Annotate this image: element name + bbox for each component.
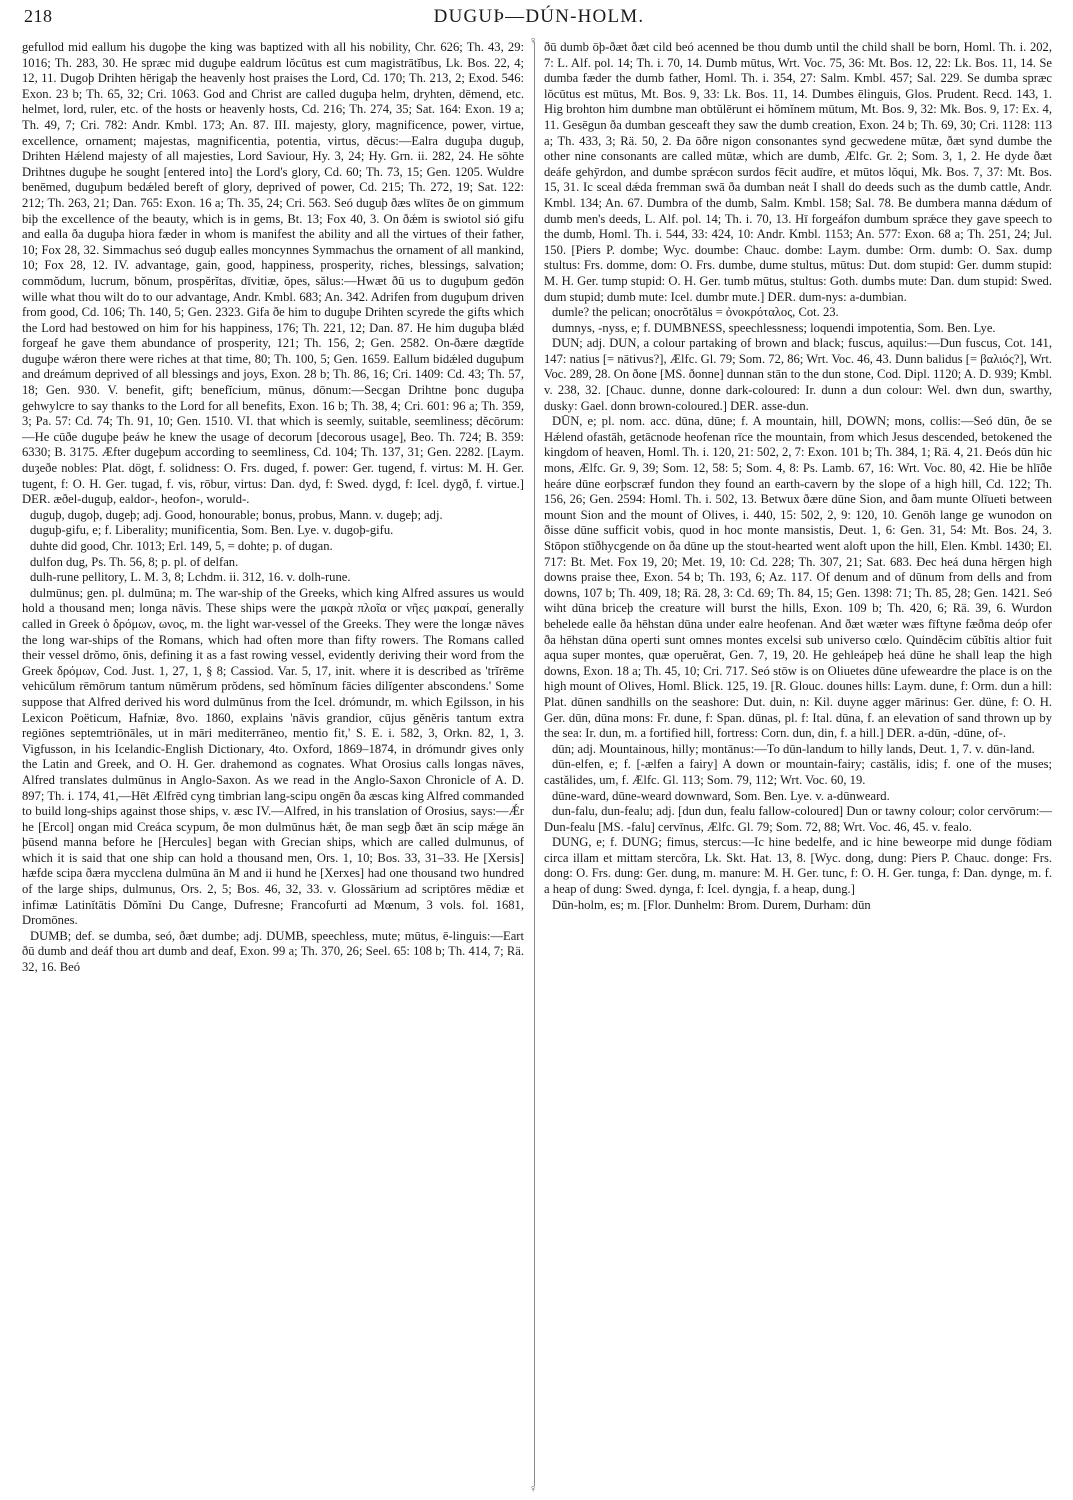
column-divider: [534, 42, 535, 1486]
entry-dugud-adj: duguþ, dugoþ, dugeþ; adj. Good, honourable; bonus, probus, Mann. v. dugeþ; adj.: [30, 507, 443, 522]
left-column: [22, 40, 524, 1492]
entry-dun-holm: Dūn-holm, es; m. [Flor. Dunhelm: Brom. Durem, Durham: dūn: [552, 897, 871, 912]
entry-dulfon: dulfon dug, Ps. Th. 56, 8; p. pl. of delfan.: [30, 554, 239, 569]
entry-dun-adj: DUN; adj. DUN, a colour partaking of brown and black; fuscus, aquilus:—Dun fuscus, Cot. 141, 147: natius [= nātivus?], Ælfc. Gl. 79; Som. 72, 86; Wrt. Voc. 46, 43. Dunn balidus [= βαλιός?], Wrt. Voc. 289, 28. On ðone [MS. ðonne] dunnan stān to the dun stone, Cod. Dipl. 1120; A. D. 939; Kmbl. v. 238, 32. [Chauc. dunne, donne dark-coloured: Ir. dunn a dun colour: Wel. dwn dun, swarthy, dusky: Gael. donn brown-coloured.] DER. asse-dun.: [544, 336, 1052, 413]
running-head: DUGUÞ—DÚN-HOLM.: [433, 6, 645, 27]
entry-dumb-cont: ðū dumb ōþ-ðæt ðæt cild beó acenned be thou dumb until the child shall be born, Homl. Th. i. 202, 7: L. Alf. pol. 14; Th. i. 70, 14. Dumb mūtus, Wrt. Voc. 75, 36: Mt. Bos. 12, 22: Lk. Bos. 11, 14. Se dumba fæder the dumb father, Homl. Th. i. 354, 27: Salm. Kmbl. 457; Sal. 229. Se dumba spræc lŏcūtus est mūtus, Mt. Bos. 9, 33: Lk. Bos. 11, 14. Dumbes ēlinguis, Glos. Prudent. Recd. 143, 1. Hig brohton him dumbne man obtŭlērunt ei hŏmĭnem mūtum, Mt. Bos. 9, 32: Mk. Bos. 9, 17: Ex. 4, 11. Gesēgun ða dumban gesceaft they saw the dumb creation, Exon. 24 b; Th. 69, 30; Cri. 1128: 113 a; Th. 433, 3; Rä. 50, 2. Ða ōðre nigon consonantes synd gecwedene mūtæ, ðæt synd dumbe the other nine consonants are called mūtæ, which are dumb, Ælfc. Gr. 2; Som. 3, 1, 2. He dyde ðæt deáfe gehȳrdon, and dumbe sprǽcon surdos fēcit audīre, et mūtos lŏqui, Mk. Bos. 7, 37: Mt. Bos. 15, 31. Ic sceal dǽda fremman swā ða dumban neát I shall do deeds such as the dumb cattle, Andr. Kmbl. 134; An. 67. Dumbra of the dumb, Salm. Kmbl. 158; Sal. 78. Be dumbera manna dǽdum of dumb men's deeds, L. Alf. pol. 14; Th. i. 70, 13. Hī forgeáfon dumbum sprǽce they gave speech to the dumb, Homl. Th. i. 544, 33: 424, 10: Andr. Kmbl. 1153; An. 577: Exon. 68 a; Th. 251, 24; Jul. 150. [Piers P. dombe; Wyc. doumbe: Chauc. dombe: Laym. dumbe: Orm. dumb: O. Sax. dump stultus: Frs. domme, dom: O. Frs. dumbe, dume stultus, mūtus: Dut. dom stupid: Ger. dumm stupid: M. H. Ger. tump stupid: O. H. Ger. tumb mūtus, stultus: Goth. dumbs mute: Dan. dum stupid: Swed. dum stupid; dumb mute: Icel. dumbr mute.] DER. dum-nys: a-dumbian.: [544, 40, 1052, 304]
right-column: [544, 40, 1052, 1492]
entry-dune-ward: dūne-ward, dūne-weard downward, Som. Ben. Lye. v. a-dūnweard.: [552, 788, 890, 803]
entry-dumnys: dumnys, -nyss, e; f. DUMBNESS, speechlessness; loquendi impotentia, Som. Ben. Lye.: [552, 320, 996, 335]
divider-ornament-top: ♀: [529, 35, 538, 47]
entry-dulh-rune: dulh-rune pellitory, L. M. 3, 8; Lchdm. ii. 312, 16. v. dolh-rune.: [30, 570, 351, 585]
entry-dumle: dumle? the pelican; onocrŏtālus = ὀνοκρόταλος, Cot. 23.: [552, 305, 839, 320]
entry-dulmunus: dulmūnus; gen. pl. dulmūna; m. The war-ship of the Greeks, which king Alfred assures us would hold a thousand men; longa nāvis. These ships were the μακρὰ πλοῖα or νῆες μακραί, generally called in Greek ὁ δρόμων, ωνος, m. the light war-vessel of the Greeks. They were the longæ nāves the long war-ships of the Romans, which had often more than fifty rowers. The Romans called their vessel drŏmo, ōnis, defining it as a fast rowing vessel, evidently deriving their word from the Greek δρόμων, Cod. Just. 1, 27, 1, § 8; Cassiod. Var. 5, 17, init. where it is described as 'trĭrēme vehicŭlum rēmōrum tantum nūmĕrum prŏdens, sed hŏmĭnum fācies dilĭgenter abscondens.' Some suppose that Alfred derived his word dulmūnus from the Icel. drómundr, m. which Egilsson, in his Lexicon Poëticum, Hafniæ, 8vo. 1860, explains 'nāvis grandior, cūjus gĕnĕris tantum extra regiōnes septemtriōnāles, ut in māri mediterrāneo, mentio fit,' S. E. i. 582, 3, Orkn. 82, 1, 3. Vigfusson, in his Icelandic-English Dictionary, 4to. Oxford, 1869–1874, in drómundr gives only the Latin and Greek, and O. H. Ger. drahemond as cognates. What Orosius calls longas nāves, Alfred translates dulmūnus in Anglo-Saxon. As we read in the Anglo-Saxon Chronicle of A. D. 897; Th. i. 174, 41,—Hēt Ælfrēd cyng timbrian lang-scipu ongēn ða æscas king Alfred commanded to build long-ships against those ships, v. æsc IV.—Alfred, in his translation of Orosius, says:—Ǽr he [Ercol] ongan mid Creáca scypum, ðe mon dulmūnus hǽt, ðe man segþ ðæt ān scip mǽge ān þūsend manna before he [Hercules] began with Grecian ships, which are called dulmunus, of which it is said that one ship can hold a thousand men, Ors. 1, 10; Bos. 33, 31–33. He [Xersis] hæfde scipa ðæra mycclena dulmūna ān M and ii hund he [Xerxes] had one thousand two hundred of the large ships, dulmunus, Ors. 2, 5; Bos. 46, 32, 33. v. Glossārium ad scriptōres mēdiæ et infimæ Latinĭtātis Dŏmĭni Du Cange, Dufresne; Francofurti ad Mœnum, 3 vols. fol. 1681, Dromōnes.: [22, 585, 524, 928]
entry-dun-falu: dun-falu, dun-fealu; adj. [dun dun, fealu fallow-coloured] Dun or tawny colour; color cervōrum:—Dun-fealu [MS. -falu] cervīnus, Ælfc. Gl. 79; Som. 72, 88; Wrt. Voc. 46, 45. v. fealo.: [544, 804, 1052, 834]
entry-duhte: duhte did good, Chr. 1013; Erl. 149, 5, = dohte; p. of dugan.: [30, 539, 333, 553]
entry-dun-noun: DŪN, e; pl. nom. acc. dūna, dūne; f. A mountain, hill, DOWN; mons, collis:—Seó dūn, ðe se Hǽlend ofastāh, getācnode heofenan rīce the mountain, from which Jesus descended, betokened the kingdom of heaven, Homl. Th. i. 120, 21: 502, 2, 7: Exon. 101 b; Th. 384, 1; Rä. 4, 21. Ðeós dūn hic mons, Ælfc. Gr. 9, 39; Som. 12, 58: 5; Som. 4, 8: Ps. Lamb. 67, 16: Wrt. Voc. 80, 42. Hie be hlīðe heáre dūne eorþscræf fundon they found an earth-cavern by the slope of a high hill, Cd. 122; Th. 156, 26; Gen. 2594: Homl. Th. i. 502, 13. Betwux ðære dūne Sion, and ðam munte Olīueti between mount Sion and the mount of Olives, i. 440, 15: 502, 2, 9: 120, 10. Genōh lange ge wunodon on ðisse dūne sufficit vobis, quod in hoc monte mansistis, Deut. 1, 6: Gen. 31, 54: Mt. Bos. 24, 3. Stōpon stīðhycgende on ða dūne up the stout-hearted went aloft upon the hill, Elen. Kmbl. 1430; El. 717: Bt. Met. Fox 19, 20; Met. 19, 10: Cd. 228; Th. 307, 21; Sat. 683. Ðec heá duna hērgen high downs praise thee, Exon. 54 b; Th. 193, 6; Az. 117. Of denum and of dūnum from dells and from downs, 107 b; Th. 409, 18; Rä. 28, 3: Cd. 69; Th. 84, 15; Gen. 1398: 71; Th. 85, 28; Gen. 1421. Seó wiht dūna briceþ the creature will burst the hills, Exon. 109 b; Th. 420, 6; Rä. 39, 6. Wurdon behelede ealle ða hēhstan dūna under ealre heofenan. And ðæt wæter wæs fīftyne fæðma deóp ofer ða hēhstan dūna operti sunt omnes montes excelsi sub universo cœlo. Quindĕcim cŭbĭtis altior fuit aqua super montes, quæ operuĕrat, Gen. 7, 19, 20. He gehleápeþ heá dūne he shall leap the high downs, Exon. 18 a; Th. 45, 10; Cri. 717. Seó stōw is on Oliuetes dūne ufeweardre the place is on the high mount of Olives, Homl. Blick. 125, 19. [R. Glouc. dounes hills: Laym. dune, f: Orm. dun a hill: Plat. dūnen sandhills on the seashore: Dut. duin, n: Kil. duyne agger mārinus: Ger. düne, f: O. H. Ger. dūn, dūna mons: Fr. dune, f: Span. dūnas, pl. f: Ital. dūna, f. an elevation of sand thrown up by the sea: Ir. dun, m. a fortified hill, fortress: Corn. dun, din, f. a hill.] DER. a-dūn, -dūne, of-.: [544, 414, 1052, 741]
entry-dun-elfen: dūn-elfen, e; f. [-ælfen a fairy] A down or mountain-fairy; castălis, idis; f. one of the muses; castălides, um, f. Ælfc. Gl. 113; Som. 79, 112; Wrt. Voc. 60, 19.: [544, 757, 1052, 787]
entry-dugud-gifu: duguþ-gifu, e; f. Liberality; munificentia, Som. Ben. Lye. v. dugoþ-gifu.: [30, 523, 394, 538]
entry-dung: DUNG, e; f. DUNG; fimus, stercus:—Ic hine bedelfe, and ic hine beweorpe mid dunge fŏdiam circa illam et mittam stercŏra, Lk. Skt. Hat. 13, 8. [Wyc. dong, dung: Piers P. Chauc. donge: Frs. dong: O. Frs. dung: Ger. dung, m. manure: M. H. Ger. tunc, f: O. H. Ger. tunga, f: Dan. dynge, m. f. a heap of dung: Swed. dynga, f: Icel. dyngja, f. a heap, dung.]: [544, 835, 1052, 897]
page-number: 218: [24, 6, 53, 26]
entry-dun-mountainous: dūn; adj. Mountainous, hilly; montānus:—To dūn-landum to hilly lands, Deut. 1, 7. v. dūn-land.: [552, 741, 1035, 756]
page-header: [24, 6, 1054, 32]
entry-dugud-cont: gefullod mid eallum his dugoþe the king was baptized with all his nobility, Chr. 626; Th. 43, 29: 1016; Th. 283, 30. He spræc mid duguþe ealdrum lŏcūtus est cum magistrātĭbus, Lk. Bos. 22, 4; 12, 11. Dugoþ Drihten hērigaþ the heavenly host praises the Lord, Cd. 170; Th. 213, 2; Exod. 546: Exon. 23 b; Th. 65, 32; Cri. 1063. God and Christ are called duguþa helm, dryhten, dēmend, etc. helmet, lord, ruler, etc. of the hosts or heavenly hosts, Cd. 216; Th. 274, 35; Sat. 164: Exon. 19 a; Th. 49, 7; Cri. 782: Andr. Kmbl. 173; An. 87. III. majesty, glory, magnificence, power, virtue, excellence, ornament; majestas, magnificentia, potentia, virtus, dĕcus:—Ealra duguþa duguþ, Drihten Hǽlend majesty of all majesties, Lord Saviour, Hy. 3, 24; Hy. Grn. ii. 282, 24. He sōhte Drihtnes duguþe he sought [entered into] the Lord's glory, Cd. 60; Th. 73, 15; Gen. 1205. Wuldre benēmed, duguþum bedǽled bereft of glory, deprived of power, Cd. 215; Th. 272, 19; Sat. 122: 212; Th. 263, 21; Dan. 765: Exon. 16 a; Th. 35, 24; Cri. 563. Seó duguþ ðæs wlītes ðe on gimmum biþ the excellence of the beauty, which is in gems, Bt. 13; Fox 40, 3. On ðǽm is swiotol sió gifu and ealla ða duguþa hiora fæder in whom is manifest the ability and all the virtues of their father, 10; Fox 28, 32. Simmachus seó duguþ ealles moncynnes Symmachus the ornament of all mankind, 10; Fox 28, 12. IV. advantage, gain, good, happiness, prosperity, riches, blessings, salvation; commŏdum, lucrum, bŏnum, prospĕrĭtas, dīvitiæ, ŏpes, sălus:—Hwæt ðū us to duguþum geđōn wille what thou wilt do to our advantage, Andr. Kmbl. 683; An. 342. Adrifen from duguþum driven from good, Cd. 106; Th. 140, 5; Gen. 2323. Gifa ðe him to duguþe Drihten scyrede the gifts which the Lord had bestowed on him for his happiness, 176; Th. 221, 12; Dan. 87. He him duguþa blǽd forgeaf he gave them abundance of prosperity, 121; Th. 156, 2; Gen. 2582. On-ðære dægtīde duguþe wǽron there were riches at that time, 80; Th. 100, 5; Gen. 1659. Eallum bidǽled duguþum and dreámum deprived of all blessings and joys, Exon. 28 b; Th. 86, 16; Cri. 1409: Cd. 43; Th. 57, 18; Gen. 930. V. benefit, gift; benefĭcium, mūnus, dōnum:—Secgan Drihtne þonc duguþa gehwylcre to say thanks to the Lord for all benefits, Exon. 16 b; Th. 38, 4; Cri. 601: 96 a; Th. 359, 3; Pa. 57: Cd. 74; Th. 91, 10; Gen. 1510. VI. that which is seemly, suitable, seemliness; dĕcōrum:—He cūðe duguþe þeáw he knew the usage of decorum [decorous usage], Beo. Th. 724; B. 359: 6330; B. 3175. Æfter dugeþum according to seemliness, Cd. 104; Th. 137, 31; Gen. 2282. [Laym. duȝeðe nobles: Plat. dögt, f. solidness: O. Frs. duged, f. power: Ger. tugend, f. virtus: M. H. Ger. tugent, f: O. H. Ger. tugad, f. vis, rōbur, virtus: Dan. dyd, f: Swed. dygd, f: Icel. dygð, f. virtue.] DER. æðel-duguþ, ealdor-, heofon-, woruld-.: [22, 40, 524, 507]
entry-dumb: DUMB; def. se dumba, seó, ðæt dumbe; adj. DUMB, speechless, mute; mūtus, ē-linguis:—Eart ðū dumb and deáf thou art dumb and deaf, Exon. 99 a; Th. 370, 26; Seel. 65: 108 b; Th. 414, 7; Rä. 32, 16. Beó: [22, 928, 524, 975]
divider-ornament-bottom: ♀: [529, 1483, 538, 1495]
